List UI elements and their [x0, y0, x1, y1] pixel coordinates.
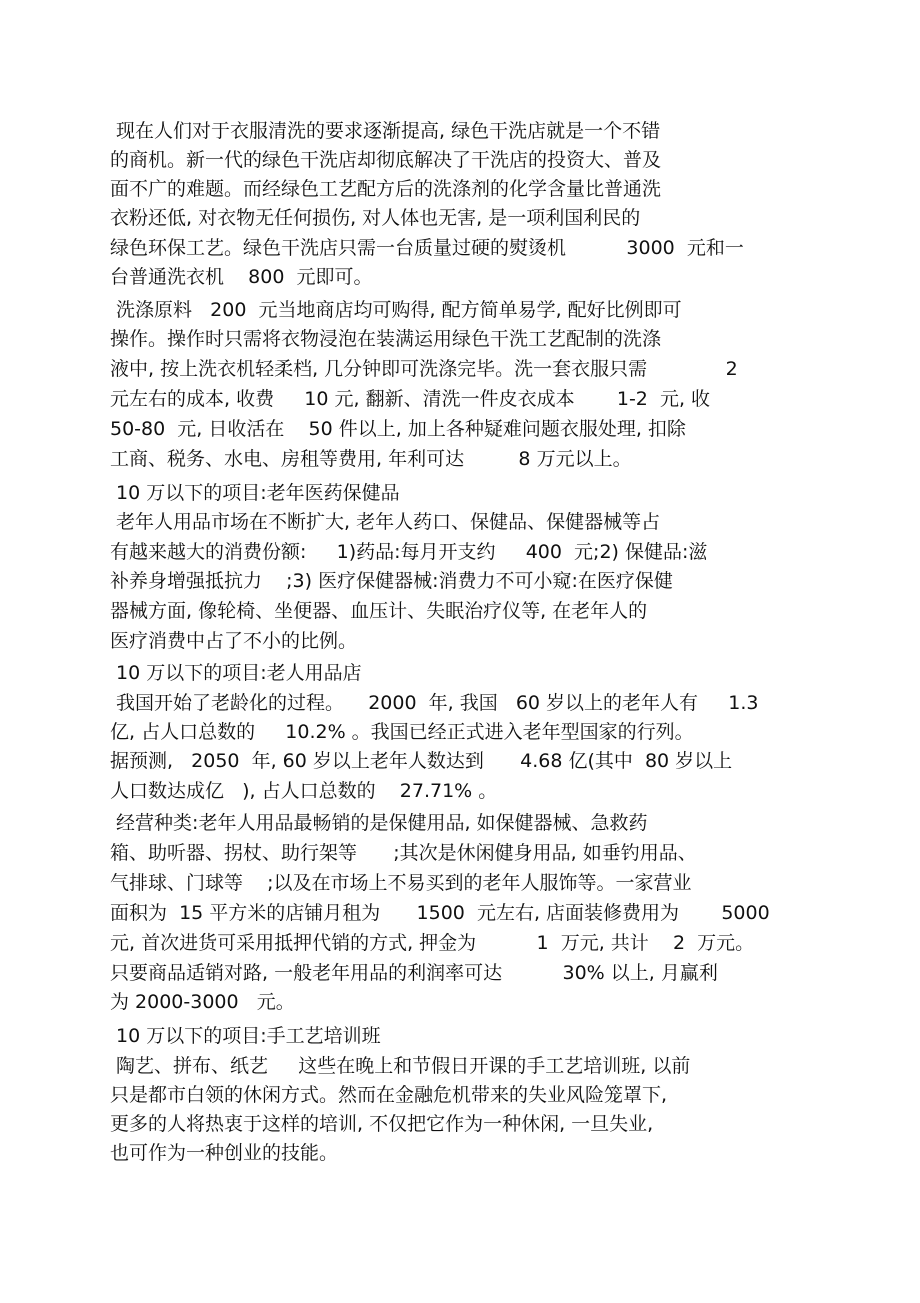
paragraph-line: 的商机。新一代的绿色干洗店却彻底解决了干洗店的投资大、普及 [110, 149, 662, 171]
paragraph-line: 老年人用品市场在不断扩大, 老年人药口、保健品、保健器械等占 [110, 511, 661, 533]
paragraph-line: 工商、税务、水电、房租等费用, 年利可达 8 万元以上。 [110, 448, 632, 470]
paragraph-line: 陶艺、拼布、纸艺 这些在晚上和节假日开课的手工艺培训班, 以前 [110, 1055, 691, 1077]
paragraph-line: 元左右的成本, 收费 10 元, 翻新、清洗一件皮衣成本 1-2 元, 收 [110, 388, 711, 410]
paragraph-line: 人口数达成亿 ), 占人口总数的 27.71% 。 [110, 780, 498, 802]
paragraph-line: 操作。操作时只需将衣物浸泡在装满运用绿色干洗工艺配制的洗涤 [110, 328, 662, 350]
paragraph-line: 器械方面, 像轮椅、坐便器、血压计、失眠治疗仪等, 在老年人的 [110, 600, 648, 622]
paragraph-line: 绿色环保工艺。绿色干洗店只需一台质量过硬的熨烫机 3000 元和一 [110, 237, 744, 259]
paragraph-line: 医疗消费中占了不小的比例。 [110, 630, 358, 652]
paragraph-line: 据预测, 2050 年, 60 岁以上老年人数达到 4.68 亿(其中 80 岁以上 [110, 750, 733, 772]
paragraph-line: 经营种类:老年人用品最畅销的是保健用品, 如保健器械、急救药 [110, 812, 648, 834]
paragraph-line: 洗涤原料 200 元当地商店均可购得, 配方简单易学, 配好比例即可 [110, 299, 682, 321]
paragraph-line: 有越来越大的消费份额: 1)药品:每月开支约 400 元;2) 保健品:滋 [110, 541, 708, 563]
paragraph-line: 气排球、门球等 ;以及在市场上不易买到的老年人服饰等。一家营业 [110, 872, 692, 894]
paragraph-line: 只是都市白领的休闲方式。然而在金融危机带来的失业风险笼罩下, [110, 1084, 668, 1106]
paragraph-line: 现在人们对于衣服清洗的要求逐渐提高, 绿色干洗店就是一个不错 [110, 120, 661, 142]
paragraph-line: 也可作为一种创业的技能。 [110, 1142, 339, 1164]
paragraph-line: 亿, 占人口总数的 10.2% 。我国已经正式进入老年型国家的行列。 [110, 721, 694, 743]
paragraph-line: 补养身增强抵抗力 ;3) 医疗保健器械:消费力不可小窥:在医疗保健 [110, 570, 673, 592]
section-heading: 10 万以下的项目:老年医药保健品 [110, 482, 400, 504]
paragraph-line: 面不广的难题。而经绿色工艺配方后的洗涤剂的化学含量比普通洗 [110, 178, 662, 200]
paragraph-line: 50-80 元, 日收活在 50 件以上, 加上各种疑难问题衣服处理, 扣除 [110, 418, 686, 440]
paragraph-line: 衣粉还低, 对衣物无任何损伤, 对人体也无害, 是一项利国利民的 [110, 207, 641, 229]
paragraph-line: 台普通洗衣机 800 元即可。 [110, 266, 373, 288]
paragraph-line: 元, 首次进货可采用抵押代销的方式, 押金为 1 万元, 共计 2 万元。 [110, 932, 755, 954]
paragraph-line: 面积为 15 平方米的店铺月租为 1500 元左右, 店面装修费用为 5000 [110, 902, 770, 924]
paragraph-line: 为 2000-3000 元。 [110, 991, 295, 1013]
section-heading: 10 万以下的项目:老人用品店 [110, 662, 362, 684]
paragraph-line: 箱、助听器、拐杖、助行架等 ;其次是休闲健身用品, 如垂钓用品、 [110, 842, 697, 864]
section-heading: 10 万以下的项目:手工艺培训班 [110, 1025, 381, 1047]
paragraph-line: 只要商品适销对路, 一般老年用品的利润率可达 30% 以上, 月赢利 [110, 962, 718, 984]
paragraph-line: 我国开始了老龄化的过程。 2000 年, 我国 60 岁以上的老年人有 1.3 [110, 692, 759, 714]
paragraph-line: 液中, 按上洗衣机轻柔档, 几分钟即可洗涤完毕。洗一套衣服只需 2 [110, 358, 738, 380]
paragraph-line: 更多的人将热衷于这样的培训, 不仅把它作为一种休闲, 一旦失业, [110, 1113, 654, 1135]
